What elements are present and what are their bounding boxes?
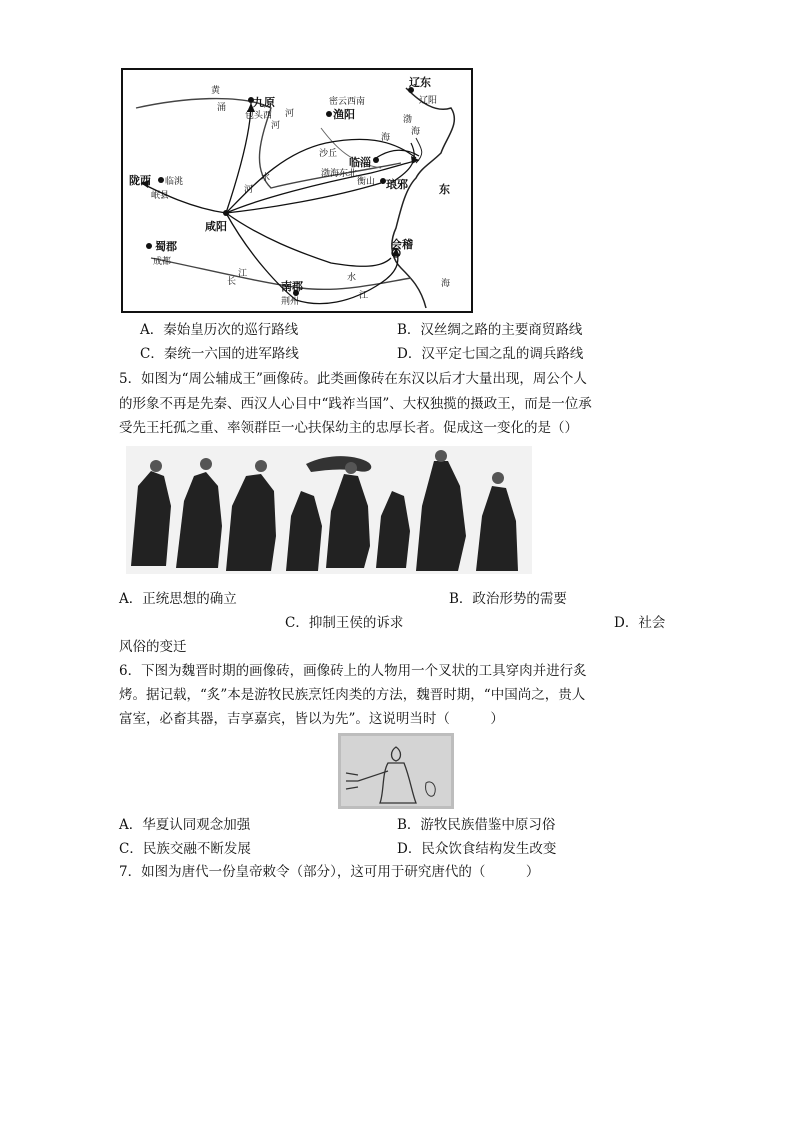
svg-text:海: 海 xyxy=(411,127,421,137)
qin-routes-map xyxy=(121,68,473,313)
svg-text:陇西: 陇西 xyxy=(129,174,151,187)
svg-text:岷县: 岷县 xyxy=(151,191,170,201)
svg-text:衡山: 衡山 xyxy=(357,177,376,187)
q4-option-c: C．秦统一六国的进军路线 xyxy=(140,346,299,362)
q6-option-b: B．游牧民族借鉴中原习俗 xyxy=(397,817,556,833)
svg-text:密云西南: 密云西南 xyxy=(329,97,366,107)
svg-text:河: 河 xyxy=(285,109,295,119)
svg-text:咸阳: 咸阳 xyxy=(205,220,227,233)
roasting-brick-image xyxy=(338,733,454,809)
q6-option-a: A．华夏认同观念加强 xyxy=(119,817,251,833)
svg-text:长: 长 xyxy=(227,277,237,287)
svg-text:江: 江 xyxy=(359,291,369,301)
q6-stem-line3: 富室，必畜其器，吉享嘉宾，皆以为先”。这说明当时（ ） xyxy=(119,711,504,727)
svg-text:南郡: 南郡 xyxy=(281,280,303,293)
svg-text:渤: 渤 xyxy=(403,115,413,125)
q5-option-a: A．正统思想的确立 xyxy=(119,591,237,607)
q6-option-c: C．民族交融不断发展 xyxy=(119,841,251,857)
svg-text:海: 海 xyxy=(441,279,451,289)
svg-text:黄: 黄 xyxy=(211,86,221,96)
svg-text:海: 海 xyxy=(381,133,391,143)
svg-text:成都: 成都 xyxy=(153,257,172,267)
svg-text:江: 江 xyxy=(238,269,248,279)
q4-option-a: A．秦始皇历次的巡行路线 xyxy=(140,322,299,338)
q4-option-d: D．汉平定七国之乱的调兵路线 xyxy=(397,346,584,362)
svg-text:辽阳: 辽阳 xyxy=(419,96,438,106)
q6-stem-line2: 烤。据记载，“炙”本是游牧民族烹饪肉类的方法，魏晋时期，“中国尚之，贵人 xyxy=(119,687,586,703)
q5-option-c: C．抑制王侯的诉求 xyxy=(285,615,404,631)
svg-text:河: 河 xyxy=(271,121,281,131)
svg-text:临洮: 临洮 xyxy=(165,177,184,187)
svg-text:东: 东 xyxy=(439,183,450,196)
q6-option-d: D．民众饮食结构发生改变 xyxy=(397,841,557,857)
q5-stem-line3: 受先王托孤之重、率领群臣一心扶保幼主的忠厚长者。促成这一变化的是（） xyxy=(119,420,578,436)
q5-option-b: B．政治形势的需要 xyxy=(449,591,567,607)
svg-text:九原: 九原 xyxy=(253,96,275,109)
svg-text:临淄: 临淄 xyxy=(349,156,371,169)
svg-text:辽东: 辽东 xyxy=(409,76,431,89)
q5-stem-line2: 的形象不再是先秦、西汉人心目中“践祚当国”、大权独揽的摄政王，而是一位承 xyxy=(119,396,592,412)
svg-text:渔阳: 渔阳 xyxy=(333,108,355,121)
svg-text:涌: 涌 xyxy=(217,103,227,113)
q5-stem-line1: 5．如图为“周公辅成王”画像砖。此类画像砖在东汉以后才大量出现，周公个人 xyxy=(119,371,587,387)
map-figure xyxy=(121,68,473,313)
svg-text:包头西: 包头西 xyxy=(245,111,273,121)
svg-text:沙丘: 沙丘 xyxy=(319,149,338,159)
svg-text:水: 水 xyxy=(261,173,271,183)
q6-stem-line1: 6．下图为魏晋时期的画像砖，画像砖上的人物用一个叉状的工具穿肉并进行炙 xyxy=(119,663,587,679)
q5-option-d-continued: 风俗的变迁 xyxy=(119,639,187,655)
svg-text:渤海东北: 渤海东北 xyxy=(321,169,358,179)
svg-text:会稽: 会稽 xyxy=(391,238,413,251)
svg-text:荆州: 荆州 xyxy=(281,297,300,307)
q7-stem-line1: 7．如图为唐代一份皇帝敕令（部分），这可用于研究唐代的（ ） xyxy=(119,864,540,880)
svg-text:河: 河 xyxy=(244,185,254,195)
zhougong-brick-image xyxy=(126,446,532,574)
svg-text:琅邪: 琅邪 xyxy=(386,178,408,191)
q4-option-b: B．汉丝绸之路的主要商贸路线 xyxy=(397,322,583,338)
svg-text:水: 水 xyxy=(347,273,357,283)
svg-text:蜀郡: 蜀郡 xyxy=(155,240,177,253)
q5-option-d: D．社会 xyxy=(614,615,666,631)
